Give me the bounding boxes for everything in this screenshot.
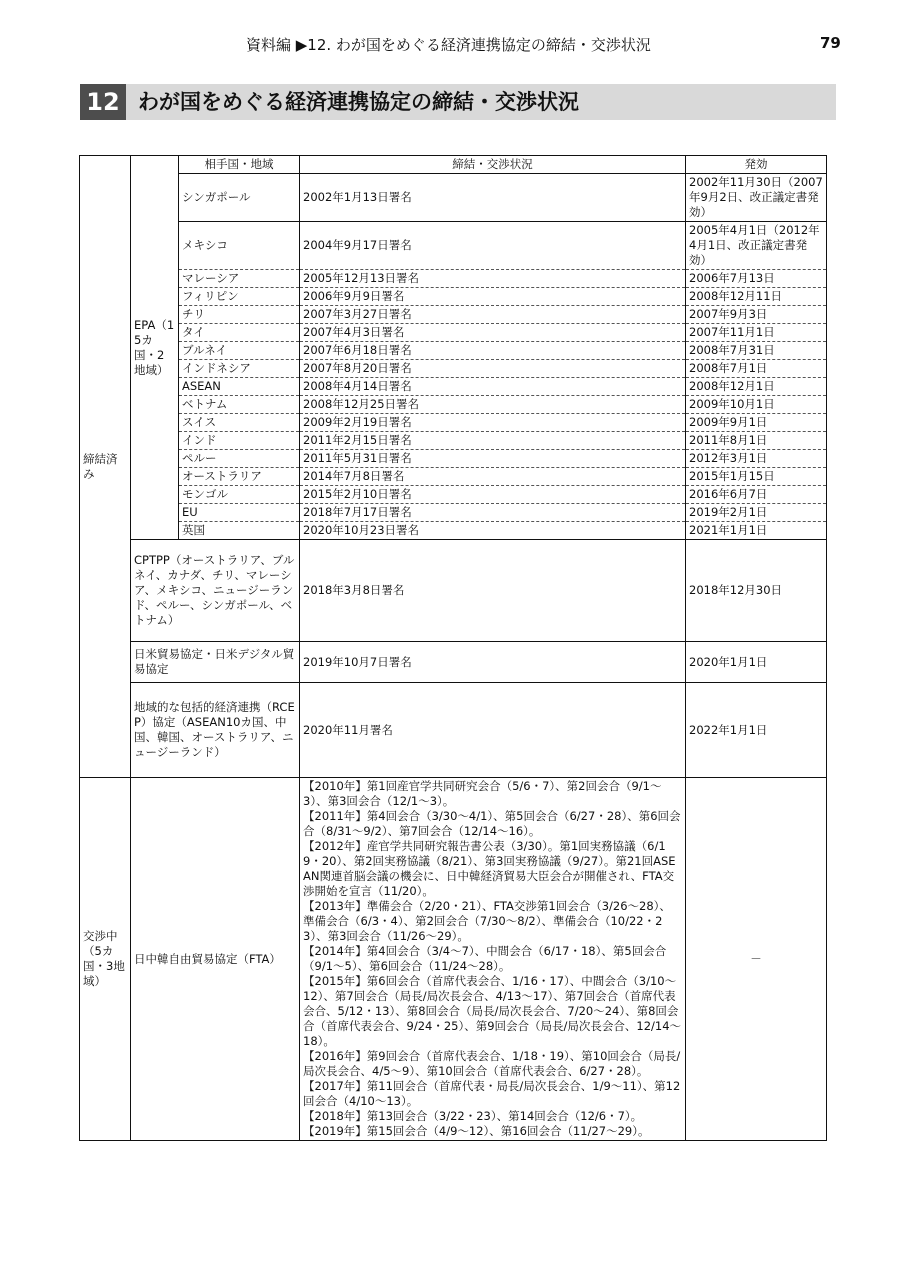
log-text: 第11回会合（首席代表・局長/局次長会合、1/9～11）、第12回会合（4/10～13）。 xyxy=(303,1079,681,1108)
cell-partner: タイ xyxy=(179,324,300,342)
cell-effective: 2008年12月1日 xyxy=(686,378,827,396)
cell-status: 2007年3月27日署名 xyxy=(300,306,686,324)
cell-partner: オーストラリア xyxy=(179,468,300,486)
table-row xyxy=(80,360,827,378)
cell-status: 2011年2月15日署名 xyxy=(300,432,686,450)
negotiating-label: 交渉中（5カ国・3地域） xyxy=(80,778,131,1141)
cell-effective: 2002年11月30日（2007年9月2日、改正議定書発効） xyxy=(686,174,827,222)
cell-partner: ベトナム xyxy=(179,396,300,414)
log-year: 【2014年】 xyxy=(303,944,367,958)
table-row xyxy=(80,540,827,642)
table-row xyxy=(80,468,827,486)
cell-partner: 英国 xyxy=(179,522,300,540)
table-row xyxy=(80,486,827,504)
epa-label: EPA（15カ国・2地域） xyxy=(131,156,179,540)
cell-status: 2009年2月19日署名 xyxy=(300,414,686,432)
log-year: 【2011年】 xyxy=(303,809,367,823)
cell-partner: 日米貿易協定・日米デジタル貿易協定 xyxy=(131,642,300,683)
table-row xyxy=(80,414,827,432)
log-entry xyxy=(303,944,682,974)
negotiation-log xyxy=(300,778,686,1141)
log-text: 第6回会合（首席代表会合、1/16・17）、中間会合（3/10～12）、第7回会合（局長/局次長会合、4/13～17）、第7回会合（首席代表会合、5/12・13）、第8回会合（局長/局次長会合、7/20～24）、第8回会合（首席代表会合、9/24・25）、第9回会合（局長/局次長会合、12/14～18）。 xyxy=(303,974,682,1048)
table-row xyxy=(80,522,827,540)
cell-effective: 2009年10月1日 xyxy=(686,396,827,414)
table-row xyxy=(80,378,827,396)
log-year: 【2018年】 xyxy=(303,1109,367,1123)
cell-status: 2018年3月8日署名 xyxy=(300,540,686,642)
log-year: 【2015年】 xyxy=(303,974,367,988)
concluded-label: 締結済み xyxy=(80,156,131,778)
cell-effective: 2009年9月1日 xyxy=(686,414,827,432)
log-text: 第15回会合（4/9～12）、第16回会合（11/27～29）。 xyxy=(366,1124,650,1138)
table-row xyxy=(80,288,827,306)
log-text: 準備会合（2/20・21）、FTA交渉第1回会合（3/26～28）、準備会合（6/3・4）、第2回会合（7/30～8/2）、準備会合（10/22・23）、第3回会合（11/26～29）。 xyxy=(303,899,671,943)
cell-status: 2014年7月8日署名 xyxy=(300,468,686,486)
cell-effective: 2008年7月1日 xyxy=(686,360,827,378)
cell-effective: 2012年3月1日 xyxy=(686,450,827,468)
cell-partner: インド xyxy=(179,432,300,450)
table-row xyxy=(80,306,827,324)
cell-status: 2020年11月署名 xyxy=(300,683,686,778)
table-row xyxy=(80,396,827,414)
fta-table-body xyxy=(80,156,827,1141)
cell-partner: インドネシア xyxy=(179,360,300,378)
column-header-status: 締結・交渉状況 xyxy=(300,156,686,174)
log-year: 【2016年】 xyxy=(303,1049,367,1063)
cell-partner: CPTPP（オーストラリア、ブルネイ、カナダ、チリ、マレーシア、メキシコ、ニュージーランド、ペルー、シンガポール、ベトナム） xyxy=(131,540,300,642)
cell-partner: フィリピン xyxy=(179,288,300,306)
cell-status: 2002年1月13日署名 xyxy=(300,174,686,222)
running-title: 資料編 ▶12. わが国をめぐる経済連携協定の締結・交渉状況 xyxy=(246,36,651,54)
log-text: 第1回産官学共同研究会合（5/6・7）、第2回会合（9/1～3）、第3回会合（12/1～3）。 xyxy=(303,779,662,808)
cell-status: 2018年7月17日署名 xyxy=(300,504,686,522)
cell-effective: 2022年1月1日 xyxy=(686,683,827,778)
cell-effective: 2007年9月3日 xyxy=(686,306,827,324)
log-year: 【2010年】 xyxy=(303,779,367,793)
table-row xyxy=(80,432,827,450)
cell-effective: 2005年4月1日（2012年4月1日、改正議定書発効） xyxy=(686,222,827,270)
column-header-effective: 発効 xyxy=(686,156,827,174)
cell-effective: 2020年1月1日 xyxy=(686,642,827,683)
log-year: 【2013年】 xyxy=(303,899,367,913)
cell-status: 2019年10月7日署名 xyxy=(300,642,686,683)
cell-status: 2008年12月25日署名 xyxy=(300,396,686,414)
cell-effective: 2016年6月7日 xyxy=(686,486,827,504)
cell-status: 2020年10月23日署名 xyxy=(300,522,686,540)
section-title: わが国をめぐる経済連携協定の締結・交渉状況 xyxy=(138,90,579,114)
table-row-negotiating xyxy=(80,778,827,1141)
cell-status: 2006年9月9日署名 xyxy=(300,288,686,306)
cell-partner: チリ xyxy=(179,306,300,324)
table-row xyxy=(80,642,827,683)
cell-effective: 2008年12月11日 xyxy=(686,288,827,306)
table-row xyxy=(80,450,827,468)
log-entry xyxy=(303,1049,682,1079)
cell-effective: 2011年8月1日 xyxy=(686,432,827,450)
cell-partner: メキシコ xyxy=(179,222,300,270)
log-year: 【2019年】 xyxy=(303,1124,367,1138)
cell-partner: 地域的な包括的経済連携（RCEP）協定（ASEAN10カ国、中国、韓国、オーストラリア、ニュージーランド） xyxy=(131,683,300,778)
running-header xyxy=(0,34,916,56)
log-text: 第9回会合（首席代表会合、1/18・19）、第10回会合（局長/局次長会合、4/5～9）、第10回会合（首席代表会合、6/27・28）。 xyxy=(303,1049,681,1078)
cell-status: 2015年2月10日署名 xyxy=(300,486,686,504)
cell-partner: ペルー xyxy=(179,450,300,468)
log-entry xyxy=(303,809,682,839)
cell-partner: ブルネイ xyxy=(179,342,300,360)
log-text: 第13回会合（3/22・23）、第14回会合（12/6・7）。 xyxy=(366,1109,643,1123)
table-row xyxy=(80,324,827,342)
log-text: 第4回会合（3/4～7）、中間会合（6/17・18）、第5回会合（9/1～5）、第6回会合（11/24～28）。 xyxy=(303,944,667,973)
log-entry xyxy=(303,779,682,809)
cell-partner: モンゴル xyxy=(179,486,300,504)
page-number: 79 xyxy=(820,34,841,52)
table-row xyxy=(80,342,827,360)
log-text: 第4回会合（3/30～4/1）、第5回会合（6/27・28）、第6回会合（8/31～9/2）、第7回会合（12/14～16）。 xyxy=(303,809,681,838)
table-row xyxy=(80,504,827,522)
table-row xyxy=(80,683,827,778)
log-entry xyxy=(303,839,682,899)
cell-partner: 日中韓自由貿易協定（FTA） xyxy=(131,778,300,1141)
cell-effective: 2015年1月15日 xyxy=(686,468,827,486)
cell-effective: 2008年7月31日 xyxy=(686,342,827,360)
cell-status: 2007年8月20日署名 xyxy=(300,360,686,378)
cell-partner: シンガポール xyxy=(179,174,300,222)
table-row xyxy=(80,270,827,288)
cell-status: 2005年12月13日署名 xyxy=(300,270,686,288)
log-year: 【2012年】 xyxy=(303,839,367,853)
cell-status: 2008年4月14日署名 xyxy=(300,378,686,396)
cell-effective: 2021年1月1日 xyxy=(686,522,827,540)
fta-status-table xyxy=(79,155,827,1141)
cell-effective: 2019年2月1日 xyxy=(686,504,827,522)
log-year: 【2017年】 xyxy=(303,1079,367,1093)
log-entry xyxy=(303,1079,682,1109)
cell-partner: EU xyxy=(179,504,300,522)
cell-effective: 2018年12月30日 xyxy=(686,540,827,642)
log-entry xyxy=(303,899,682,944)
cell-partner: スイス xyxy=(179,414,300,432)
cell-status: 2007年4月3日署名 xyxy=(300,324,686,342)
log-entry xyxy=(303,974,682,1049)
column-header-partner: 相手国・地域 xyxy=(179,156,300,174)
cell-partner: マレーシア xyxy=(179,270,300,288)
log-text: 産官学共同研究報告書公表（3/30）。第1回実務協議（6/19・20）、第2回実務協議（8/21）、第3回実務協議（9/27）。第21回ASEAN関連首脳会議の機会に、日中韓経済貿易大臣会合が開催され、FTA交渉開始を宣言（11/20）。 xyxy=(303,839,676,898)
table-row xyxy=(80,174,827,222)
table-header-row xyxy=(80,156,827,174)
cell-status: 2007年6月18日署名 xyxy=(300,342,686,360)
cell-status: 2011年5月31日署名 xyxy=(300,450,686,468)
table-row xyxy=(80,222,827,270)
section-heading xyxy=(80,84,836,120)
cell-status: 2004年9月17日署名 xyxy=(300,222,686,270)
cell-partner: ASEAN xyxy=(179,378,300,396)
cell-effective: 2006年7月13日 xyxy=(686,270,827,288)
log-entry xyxy=(303,1109,682,1124)
cell-effective: 2007年11月1日 xyxy=(686,324,827,342)
section-number: 12 xyxy=(80,84,126,120)
log-entry xyxy=(303,1124,682,1139)
cell-effective: － xyxy=(686,778,827,1141)
